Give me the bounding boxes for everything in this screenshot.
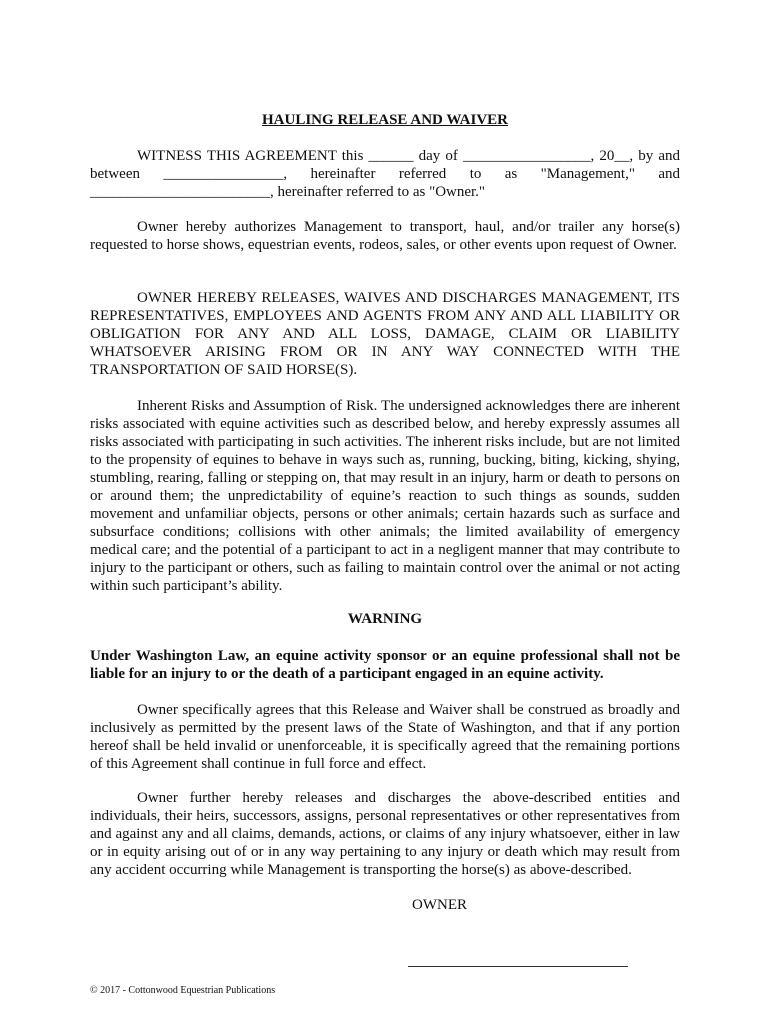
severability-paragraph: Owner specifically agrees that this Release and Waiver shall be construed as broadly and inclusively as permitted by the present laws of the State of Washington, and that if any portion hereof shall be held invalid or unenforceable, it is specifically agreed that the remaining portions of this Agreement shall continue in full force and effect. <box>90 702 680 772</box>
authorization-paragraph: Owner hereby authorizes Management to transport, haul, and/or trailer any horse(s) requested to horse shows, equestrian events, rodeos, sales, or other events upon request of Owner. <box>90 219 680 253</box>
inherent-risks-paragraph: Inherent Risks and Assumption of Risk. The undersigned acknowledges there are inherent risks associated with equine activities such as described below, and hereby expressly assumes all risks associated with participating in such activities. The inherent risks include, but are not limited to the propensity of equines to behave in ways such as, running, bucking, biting, kicking, shying, stumbling, rearing, falling or stepping on, that may result in an injury, harm or death to persons on or around them; the unpredictability of equine’s reaction to such things as sounds, sudden movement and unfamiliar objects, persons or other animals; certain hazards such as surface and subsurface conditions; collisions with other animals; the limited availability of emergency medical care; and the potential of a participant to act in a negligent manner that may contribute to injury to the participant or others, such as failing to maintain control over the animal or not acting within such participant’s ability. <box>90 398 680 594</box>
witness-line-1: WITNESS THIS AGREEMENT this ______ day of _________________, 20__, by and <box>137 148 680 164</box>
witness-paragraph <box>90 147 680 201</box>
witness-line-2: between ________________, hereinafter referred to as "Management," and <box>90 166 680 182</box>
document-title: HAULING RELEASE AND WAIVER <box>261 112 509 128</box>
witness-line-3: ________________________, hereinafter referred to as "Owner." <box>90 184 486 200</box>
discharge-paragraph: Owner further hereby releases and discharges the above-described entities and individuals, their heirs, successors, assigns, personal representatives or other representatives from and against any and all claims, demands, actions, or claims of any injury whatsoever, either in law or in equity arising out of or in any way pertaining to any injury or death which may result from any accident occurring while Management is transporting the horse(s) as above-described. <box>90 790 680 878</box>
copyright-footer: © 2017 - Cottonwood Equestrian Publications <box>90 985 276 996</box>
owner-signature-line[interactable] <box>408 966 628 967</box>
owner-signature-label: OWNER <box>412 897 467 913</box>
warning-text: Under Washington Law, an equine activity sponsor or an equine professional shall not be liable for an injury to or the death of a participant engaged in an equine activity. <box>90 648 680 682</box>
release-paragraph: OWNER HEREBY RELEASES, WAIVES AND DISCHARGES MANAGEMENT, ITS REPRESENTATIVES, EMPLOYEES AND AGENTS FROM ANY AND ALL LIABILITY OR OBLIGATION FOR ANY AND ALL LOSS, DAMAGE, CLAIM OR LIABILITY WHATSOEVER ARISING FROM OR IN ANY WAY CONNECTED WITH THE TRANSPORTATION OF SAID HORSE(S). <box>90 290 680 378</box>
warning-heading: WARNING <box>347 611 423 627</box>
